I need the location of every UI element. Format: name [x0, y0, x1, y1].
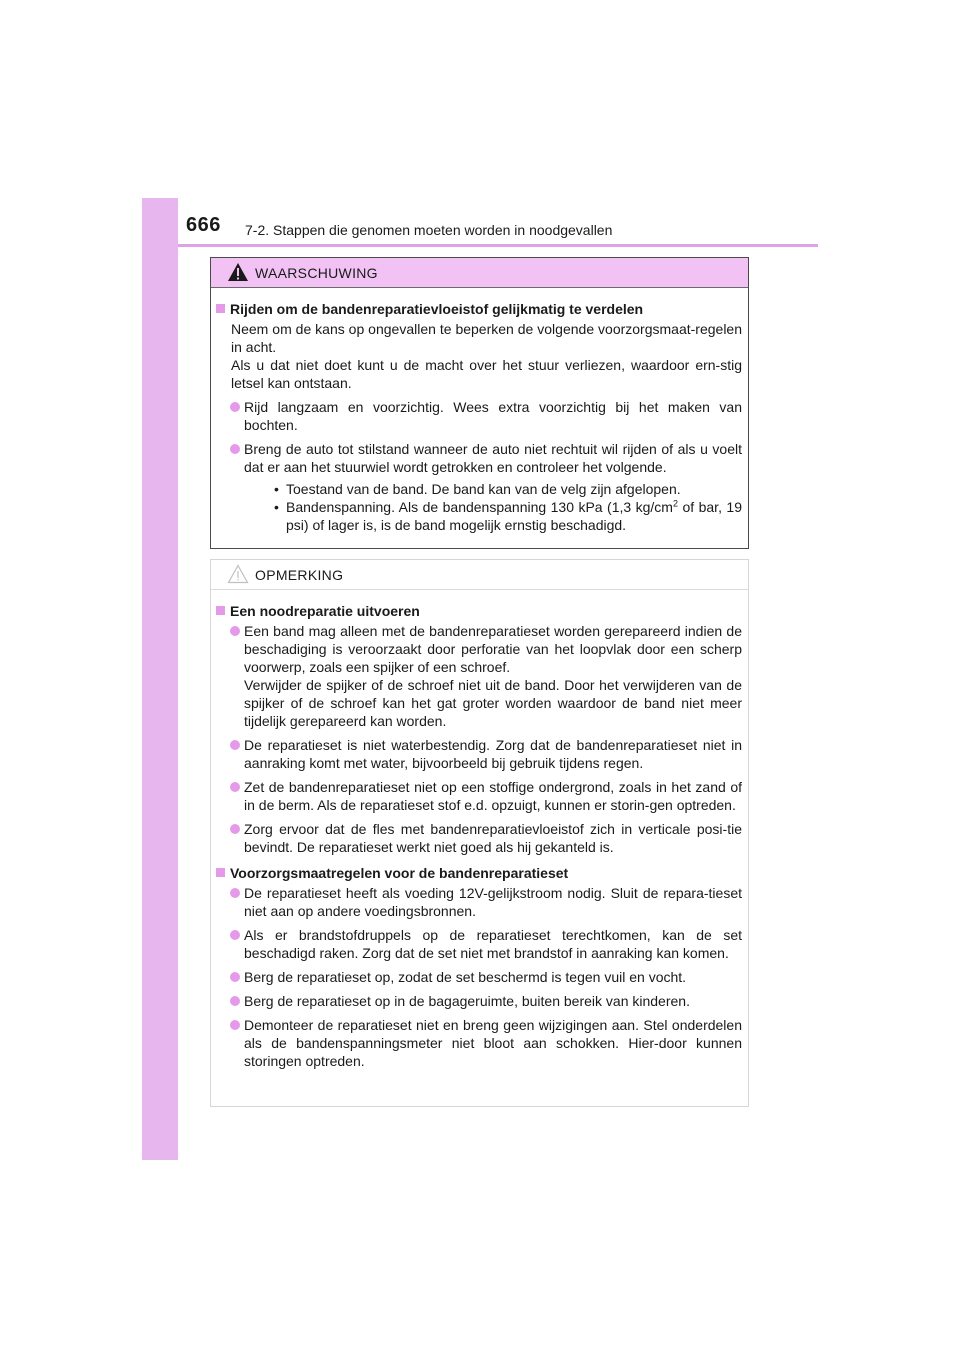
- warning-body: [211, 288, 748, 534]
- header-divider: [178, 244, 818, 247]
- chapter-side-strip: [142, 198, 178, 1160]
- round-bullet-icon: [230, 824, 240, 834]
- warning-box: [210, 257, 749, 549]
- sub-list-item: • Bandenspanning. Als de bandenspanning 130 kPa (1,3 $kg/cm^2$ of bar, 19 psi) of lager is, is de band mogelijk ernstig beschadigd.: [274, 498, 742, 533]
- list-item: De reparatieset is niet waterbestendig. Zorg dat de bandenreparatieset niet in aanraking komt met water, bijvoorbeeld bij gebruik tijdens regen.: [215, 736, 742, 772]
- caution-triangle-outline-icon: [227, 564, 249, 584]
- list-item: Rijd langzaam en voorzichtig. Wees extra voorzichtig bij het maken van bochten.: [215, 398, 742, 434]
- list-item: Berg de reparatieset op in de bagageruimte, buiten bereik van kinderen.: [215, 992, 742, 1010]
- note-section-title: Een noodreparatie uitvoeren: [215, 602, 742, 620]
- list-item: Zet de bandenreparatieset niet op een stoffige ondergrond, zoals in het zand of in de berm. Als de reparatieset stof e.d. opzuigt, kunnen er storin-gen optreden.: [215, 778, 742, 814]
- list-item: Berg de reparatieset op, zodat de set beschermd is tegen vuil en vocht.: [215, 968, 742, 986]
- round-bullet-icon: [230, 740, 240, 750]
- list-item: Als er brandstofdruppels op de reparatieset terechtkomen, kan de set beschadigd raken. Zorg dat de set niet met brandstof in aanraking kan komen.: [215, 926, 742, 962]
- square-bullet-icon: [216, 868, 225, 877]
- list-item: Demonteer de reparatieset niet en breng geen wijzigingen aan. Stel onderdelen als de bandenspanningsmeter niet bloot aan schokken. Hier-door kunnen storingen optreden.: [215, 1016, 742, 1070]
- chapter-title: 7-2. Stappen die genomen moeten worden in noodgevallen: [245, 222, 613, 238]
- note-box: [210, 559, 749, 1107]
- small-bullet-icon: •: [274, 481, 279, 497]
- round-bullet-icon: [230, 996, 240, 1006]
- warning-header: [211, 258, 748, 288]
- warning-section-title: Rijden om de bandenreparatievloeistof gelijkmatig te verdelen: [215, 300, 742, 318]
- square-bullet-icon: [216, 304, 225, 313]
- list-item: Zorg ervoor dat de fles met bandenreparatievloeistof zich in verticale posi-tie bevindt. De reparatieset werkt niet goed als hij gekanteld is.: [215, 820, 742, 856]
- list-item: Een band mag alleen met de bandenreparatieset worden gerepareerd indien de beschadiging is veroorzaakt door perforatie van het loopvlak door een scherp voorwerp, zoals een spijker of een schroef. Verwijder de spijker of de schroef niet uit de band. Door het verwijderen van de spijker of de schroef kan het gat groter worden waardoor de band niet meer tijdelijk gerepareerd kan worden.: [215, 622, 742, 730]
- round-bullet-icon: [230, 888, 240, 898]
- warning-intro: Neem om de kans op ongevallen te beperken de volgende voorzorgsmaat-regelen in acht. Als u dat niet doet kunt u de macht over het stuur verliezen, waardoor ern-stig letsel kan ontstaan.: [231, 321, 742, 391]
- list-item: Breng de auto tot stilstand wanneer de auto niet rechtuit wil rijden of als u voelt dat er aan het stuurwiel wordt getrokken en controleer het volgende. • Toestand van de band. De band kan van de velg zijn afgelopen. • Bandenspanning. Als de bandenspanning 130 kPa (1,3 $kg/cm^2$ of bar, 19 psi) of lager is, is de band mogelijk ernstig beschadigd.: [215, 440, 742, 534]
- list-item: De reparatieset heeft als voeding 12V-gelijkstroom nodig. Sluit de repara-tieset niet aan op andere voedingsbronnen.: [215, 884, 742, 920]
- round-bullet-icon: [230, 972, 240, 982]
- note-header: [211, 560, 748, 590]
- small-bullet-icon: •: [274, 499, 279, 515]
- round-bullet-icon: [230, 444, 240, 454]
- round-bullet-icon: [230, 402, 240, 412]
- page-number: 666: [186, 214, 221, 236]
- note-title: OPMERKING: [255, 567, 344, 583]
- round-bullet-icon: [230, 782, 240, 792]
- round-bullet-icon: [230, 626, 240, 636]
- note-section-title: Voorzorgsmaatregelen voor de bandenreparatieset: [215, 864, 742, 882]
- round-bullet-icon: [230, 930, 240, 940]
- sub-list-item: • Toestand van de band. De band kan van de velg zijn afgelopen.: [274, 481, 681, 497]
- warning-title: WAARSCHUWING: [255, 265, 378, 281]
- square-bullet-icon: [216, 606, 225, 615]
- note-body: [211, 590, 748, 1070]
- warning-triangle-icon: [227, 262, 249, 282]
- round-bullet-icon: [230, 1020, 240, 1030]
